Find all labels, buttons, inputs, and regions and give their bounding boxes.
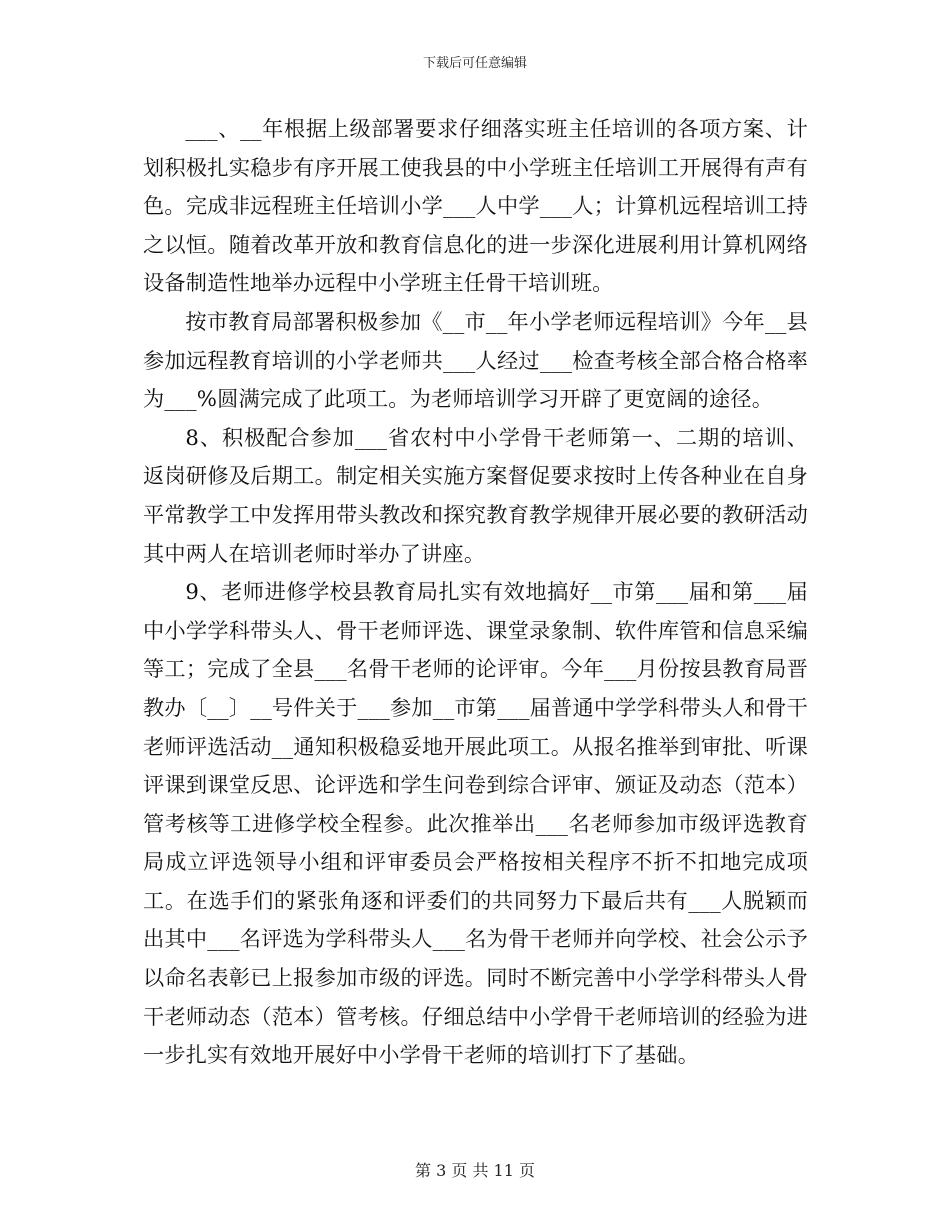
paragraph: 8、积极配合参加___省农村中小学骨干老师第一、二期的培训、返岗研修及后期工。制定相关实施方案督促要求按时上传各种业在自身平常教学工中发挥用带头教改和探究教育教学规律开展必要的教研活动其中两人在培训老师时举办了讲座。 bbox=[143, 424, 808, 566]
paragraph: 按市教育局部署积极参加《__市__年小学老师远程培训》今年__县参加远程教育培训的小学老师共___人经过___检查考核全部合格合格率为___%圆满完成了此项工。为老师培训学习开辟了更宽阔的途径。 bbox=[143, 308, 808, 412]
document-body bbox=[143, 110, 808, 1075]
page-number-footer: 第 3 页 共 11 页 bbox=[415, 1161, 535, 1180]
page-header: 下载后可任意编辑 bbox=[422, 56, 527, 71]
paragraph: ___、__年根据上级部署要求仔细落实班主任培训的各项方案、计划积极扎实稳步有序开展工使我县的中小学班主任培训工开展得有声有色。完成非远程班主任培训小学___人中学___人；计算机远程培训工持之以恒。随着改革开放和教育信息化的进一步深化进展利用计算机网络设备制造性地举办远程中小学班主任骨干培训班。 bbox=[143, 116, 808, 296]
paragraph: 9、老师进修学校县教育局扎实有效地搞好__市第___届和第___届中小学学科带头人、骨干老师评选、课堂录象制、软件库管和信息采编等工；完成了全县___名骨干老师的论评审。今年___月份按县教育局晋教办〔__〕__号件关于___参加__市第___届普通中学学科带头人和骨干老师评选活动__通知积极稳妥地开展此项工。从报名推举到审批、听课评课到课堂反思、论评选和学生问卷到综合评审、颁证及动态（范本）管考核等工进修学校全程参。此次推举出___名老师参加市级评选教育局成立评选领导小组和评审委员会严格按相关程序不折不扣地完成项工。在选手们的紧张角逐和评委们的共同努力下最后共有___人脱颖而出其中___名评选为学科带头人___名为骨干老师并向学校、社会公示予以命名表彰已上报参加市级的评选。同时不断完善中小学学科带头人骨干老师动态（范本）管考核。仔细总结中小学骨干老师培训的经验为进一步扎实有效地开展好中小学骨干老师的培训打下了基础。 bbox=[143, 579, 808, 1068]
